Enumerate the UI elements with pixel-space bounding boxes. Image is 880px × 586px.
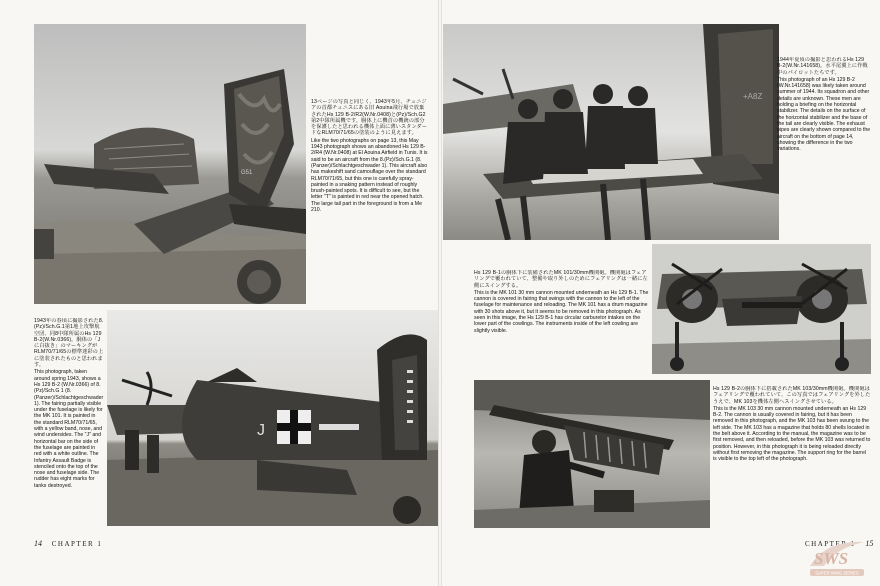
- cannon-under-fuselage-photo: [652, 244, 871, 374]
- logo-text: SWS: [814, 549, 849, 568]
- caption-en: This photograph, taken around spring 1943, shows a Hs 129 B-2 (W.Nr.0366) of 8.(Pz)/Sch.G 1 (8.(Panzer)/Schlachtgeschwader 1). The fairing partially visible under the fuselage is likely for the MK 101. It is painted in the standard RLM70/71/65, with a yellow band, nose, and wind undersides. The "J" and horizontal bar on the side of the fuselage are painted in red with a white outline. The Infantry Assault Badge is stenciled onto the top of the nose and fuselage side. The rudder has eight marks for tanks destroyed.: [34, 369, 104, 489]
- caption-jp: 13ページの写真と同じく、1943年5月、チュニジアの首都チュニスにある旧 Aouina飛行場で放棄されたHs 129 B-2/R2(W.Nr.0408)と(Pz)/Sch.G2 第2中隊所属機です。胴体上に機首の機銃の部分を保護したと思われる機体上面に薄いスタンダードなRLM70/71/65の塗装のように見えます。: [311, 99, 428, 137]
- wrecked-aircraft-tail-photo: [34, 24, 306, 304]
- caption-middle-right: [474, 270, 650, 358]
- caption-jp: 1944年夏頃の撮影と思われるHs 129 B-2(W.Nr.141658)。水平尾翼上に作戦中のパイロットたちです。: [777, 57, 868, 76]
- caption-bottom-right: [713, 386, 871, 532]
- page-number: 14: [34, 539, 42, 548]
- caption-jp: Hs 129 B-2の胴体下に搭載されたMK 103/30mm機関砲。機関砲はフェアリングで覆われていて、この写真ではフェアリングを外したうえで、MK 103を機体左側へスイングさせている。: [713, 386, 871, 405]
- publisher-logo: [806, 536, 868, 580]
- cannon-reloading-photo: [474, 380, 710, 528]
- crew-briefing-on-stabilizer-photo: [443, 24, 779, 240]
- svg-text:G51: G51: [241, 170, 253, 176]
- chapter-label: CHAPTER 1: [51, 540, 103, 548]
- caption-en: This is the MK 101 30 mm cannon mounted underneath an Hs 129 B-1. The cannon is covered in fairing that swings with the cannon to the left of the fuselage for maintenance and reloading. The MK 101 has a drum magazine with 30 shots above it, but it seems to be removed in this photograph. As seen in this image, the Hs 129 B-1 has circular carburetor intakes on the lower part of the cowlings. The instruments inside of the left cowling are slightly visible.: [474, 289, 649, 334]
- caption-jp: 1943年の春頃に撮影された8.(Pz)/Sch.G.1第1地上攻撃航空団、同8中隊所属のHs 129 B-2(W.Nr.0366)。胴体の「Jに白抜き」のマーキングがRLM70/71/65の標準迷彩の上に塗装されたものと思われます。: [34, 318, 104, 369]
- page-number: 15: [865, 539, 874, 548]
- left-page: [0, 0, 438, 586]
- aircraft-with-cross-marking-photo: [107, 310, 438, 526]
- caption-jp: Hs 129 B-1の胴体下に装備されたMK 101/30mm機関砲。機関砲はフェアリングで覆われていて、整備や取り外しのためにフェアリングは一緒に左側にスイングする。: [474, 270, 648, 289]
- caption-en: Like the two photographs on page 13, this May 1943 photograph shows an abandoned Hs 129 B-2/R4 (W.Nr.0408) at El Aouina Airfield in Tunis. It is said to be an aircraft from the 8.(Pz)/Sch.G.1 (8.(Panzer)/Schlachtgeschwader 1). This aircraft also has makeshift sand camouflage over the standard RLM70/71/65, but this one is carefully spray-painted in a snaking pattern instead of roughly brush-painted spots. It is difficult to see, but the letter "T" is painted in red near the opened hatch. The large tail part in the foreground is from a Me 210.: [311, 137, 428, 214]
- caption-en: This photograph of an Hs 129 B-2 (W.Nr.141658) was likely taken around summer of 1944. Its squadron and other details are unknown. These men are holding a briefing on the horizontal stabilizer. The details on the surface of the horizontal stabilizer and the base of the tail are clearly visible. The exhaust pipes are clearly shown compared to the aircraft on the bottom of page 14, showing the difference in the two variations.: [777, 76, 871, 153]
- caption-bottom-left: [34, 318, 104, 526]
- svg-text:+A8Z: +A8Z: [743, 92, 763, 101]
- right-page: [442, 0, 880, 586]
- caption-top-right: [777, 57, 871, 235]
- caption-en: This is the MK 103 30 mm cannon mounted underneath an Hs 129 B-2. The cannon is usually covered in fairing, but it has been removed in this photograph, and the MK 103 has been swung to the left side. The MK 103 has a magazine that holds 80 shells located in the belt above it. According to the manual, the magazine was to be first removed, and then reloaded, before the MK 103 was returned to position. However, in this photograph it is being reloaded directly without first removing the magazine. The support ring for the barrel is visible to the top left of the photograph.: [713, 405, 871, 463]
- caption-top-left: [311, 99, 429, 259]
- left-folio: [34, 539, 102, 548]
- svg-text:J: J: [257, 422, 265, 439]
- chapter-label: CHAPTER 1: [805, 540, 856, 548]
- logo-subtext: SUPER WING SERIES: [815, 570, 859, 576]
